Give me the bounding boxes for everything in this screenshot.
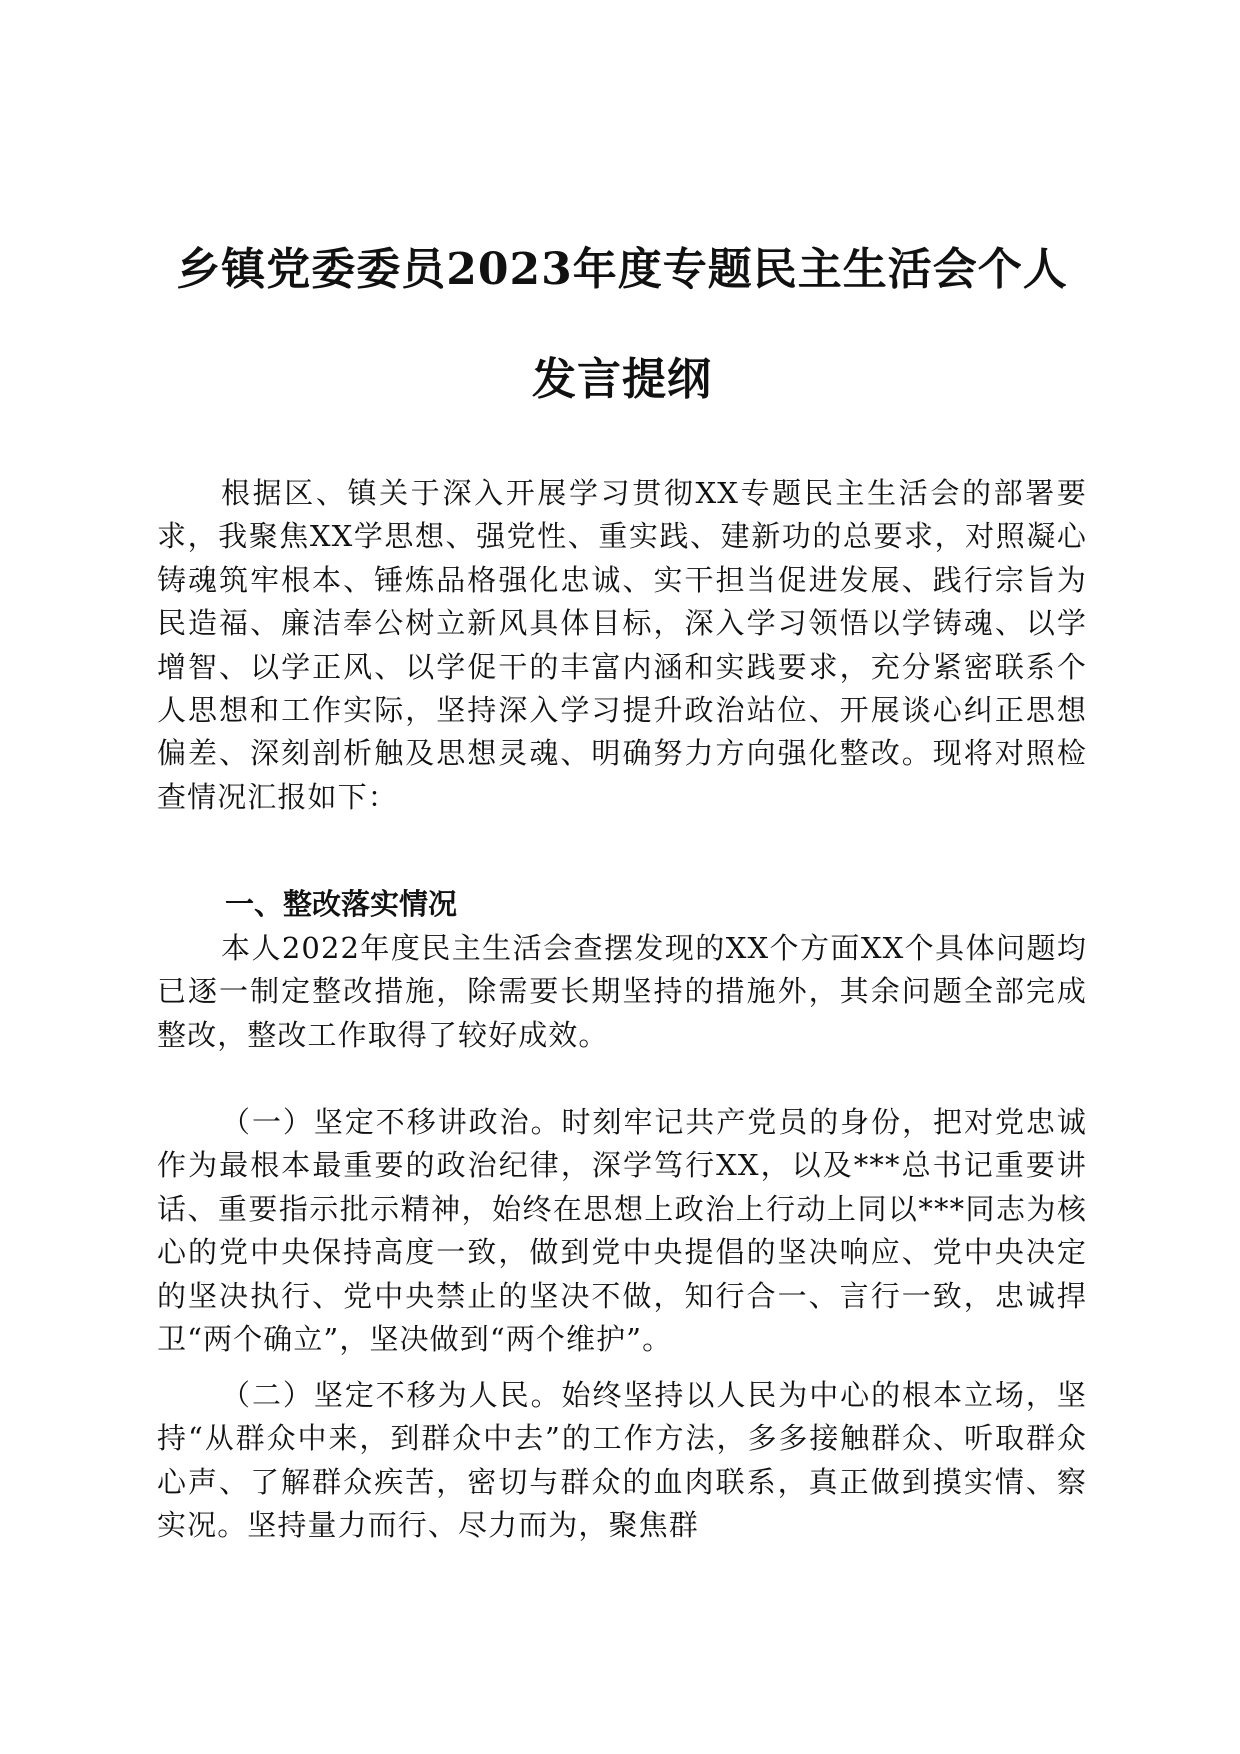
intro-paragraph: 根据区、镇关于深入开展学习贯彻XX专题民主生活会的部署要求，我聚焦XX学思想、强党性、重实践、建新功的总要求，对照凝心铸魂筑牢根本、锤炼品格强化忠诚、实干担当促进发展、践行宗旨为民造福、廉洁奉公树立新风具体目标，深入学习领悟以学铸魂、以学增智、以学正风、以学促干的丰富内涵和实践要求，充分紧密联系个人思想和工作实际，坚持深入学习提升政治站位、开展谈心纠正思想偏差、深刻剖析触及思想灵魂、明确努力方向强化整改。现将对照检查情况汇报如下：	[157, 476, 1087, 814]
document-title-line1: 乡镇党委委员2023年度专题民主生活会个人	[176, 244, 1068, 295]
item-one-paragraph: （一）坚定不移讲政治。时刻牢记共产党员的身份，把对党忠诚作为最根本最重要的政治纪律，深学笃行XX，以及***总书记重要讲话、重要指示批示精神，始终在思想上政治上行动上同以***同志为核心的党中央保持高度一致，做到党中央提倡的坚决响应、党中央决定的坚决执行、党中央禁止的坚决不做，知行合一、言行一致，忠诚捍卫“两个确立”，坚决做到“两个维护”。	[157, 1105, 1087, 1357]
section-heading: 一、整改落实情况	[225, 887, 458, 921]
item-two-paragraph: （二）坚定不移为人民。始终坚持以人民为中心的根本立场，坚持“从群众中来，到群众中去”的工作方法，多多接触群众、听取群众心声、了解群众疾苦，密切与群众的血肉联系，真正做到摸实情、察实况。坚持量力而行、尽力而为，聚焦群	[157, 1378, 1087, 1543]
section-paragraph: 本人2022年度民主生活会查摆发现的XX个方面XX个具体问题均已逐一制定整改措施，除需要长期坚持的措施外，其余问题全部完成整改，整改工作取得了较好成效。	[157, 931, 1087, 1052]
document-page	[157, 0, 1087, 1754]
document-title-line2: 发言提纲	[532, 354, 712, 405]
